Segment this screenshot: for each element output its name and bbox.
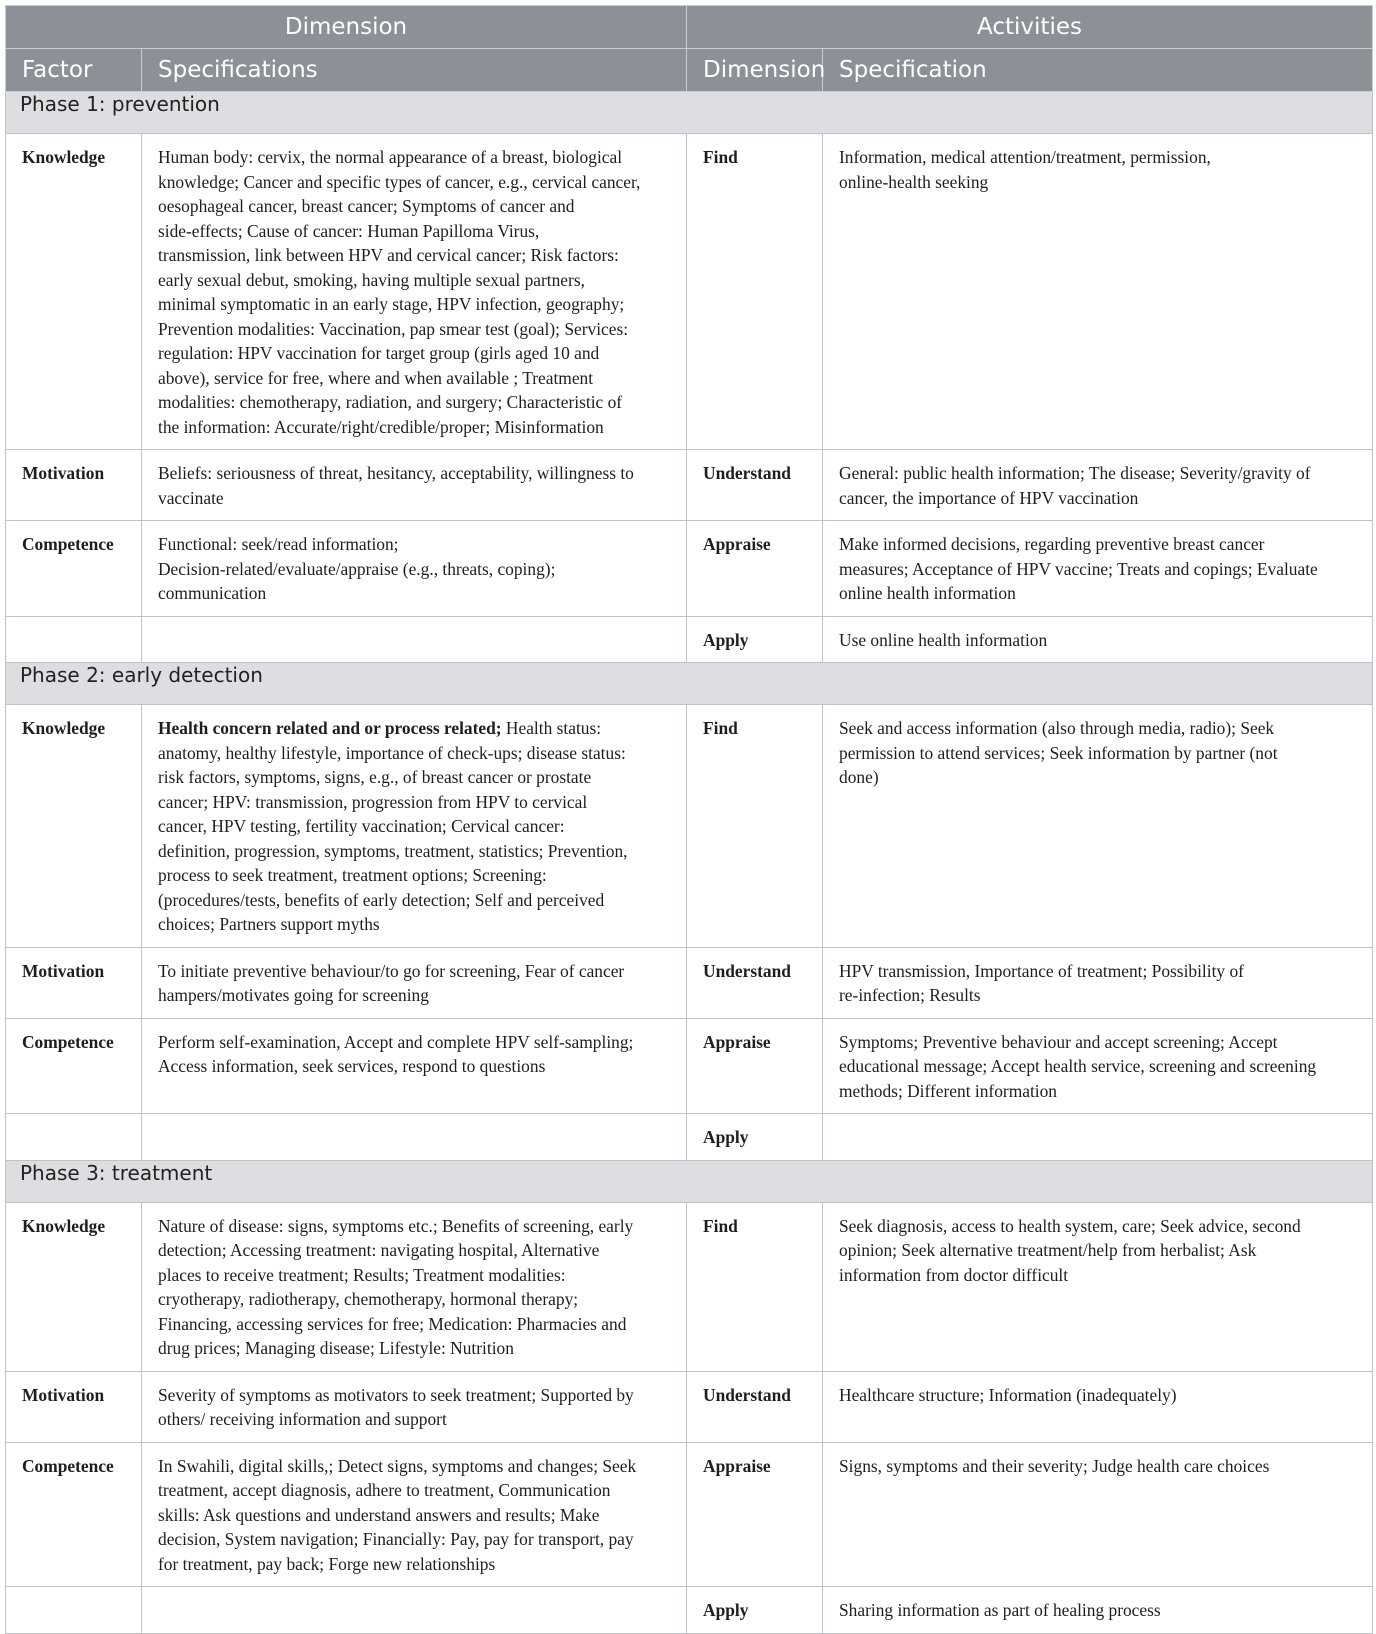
activity-specification-cell [823, 521, 1373, 617]
activity-specification-line: HPV transmission, Importance of treatment; Possibility of [839, 960, 1244, 981]
health-literacy-table-container [5, 5, 1372, 1634]
activity-specification-line: online health information [839, 583, 1016, 603]
activity-specification-line: Healthcare structure; Information (inadequately) [839, 1384, 1177, 1405]
factor-cell: Competence [6, 1442, 142, 1587]
activity-specification-cell [823, 705, 1373, 948]
activity-specification-cell [823, 1587, 1373, 1634]
activity-specification-cell [823, 947, 1373, 1018]
specification-line: transmission, link between HPV and cervical cancer; Risk factors: [158, 245, 619, 265]
header-activities-group: Activities [687, 6, 1373, 49]
factor-cell [6, 616, 142, 663]
activity-dimension-cell: Appraise [687, 521, 823, 617]
specification-line: side-effects; Cause of cancer: Human Papilloma Virus, [158, 220, 540, 241]
activity-specification-line: opinion; Seek alternative treatment/help from herbalist; Ask [839, 1240, 1257, 1260]
phase-row [6, 92, 1373, 134]
specification-line: decision, System navigation; Financially: Pay, pay for transport, pay [158, 1529, 634, 1549]
factor-cell [6, 1114, 142, 1161]
activity-specification-cell [823, 1202, 1373, 1371]
specification-line: definition, progression, symptoms, treatment, statistics; Prevention, [158, 840, 628, 861]
specification-line: In Swahili, digital skills,; Detect signs, symptoms and changes; Seek [158, 1455, 637, 1476]
activity-specification-cell [823, 1442, 1373, 1587]
specification-line: minimal symptomatic in an early stage, HPV infection, geography; [158, 294, 625, 314]
activity-specification-line: done) [839, 767, 879, 787]
activity-dimension-cell: Appraise [687, 1442, 823, 1587]
activity-specification-line: Seek diagnosis, access to health system, care; Seek advice, second [839, 1215, 1301, 1236]
specification-line: cancer, HPV testing, fertility vaccination; Cervical cancer: [158, 816, 565, 836]
table-row [6, 134, 1373, 450]
activity-dimension-cell: Understand [687, 1371, 823, 1442]
activity-specification-line: Signs, symptoms and their severity; Judge health care choices [839, 1455, 1270, 1476]
table-row [6, 705, 1373, 948]
activity-specification-line: Information, medical attention/treatment, permission, [839, 147, 1211, 167]
activity-specification-cell [823, 450, 1373, 521]
factor-cell: Motivation [6, 1371, 142, 1442]
phase-row [6, 1160, 1373, 1202]
specification-line: anatomy, healthy lifestyle, importance of check-ups; disease status: [158, 742, 626, 763]
factor-cell: Competence [6, 521, 142, 617]
header-specifications: Specifications [142, 49, 687, 92]
activity-dimension-cell: Appraise [687, 1018, 823, 1114]
table-row [6, 521, 1373, 617]
specification-cell [142, 616, 687, 663]
specification-line [158, 716, 670, 741]
specification-line: knowledge; Cancer and specific types of cancer, e.g., cervical cancer, [158, 171, 641, 192]
table-body [6, 92, 1373, 1634]
table-row [6, 1114, 1373, 1161]
activity-specification-cell [823, 1371, 1373, 1442]
specification-cell [142, 947, 687, 1018]
specification-cell [142, 1442, 687, 1587]
specification-line: Perform self-examination, Accept and complete HPV self-sampling; [158, 1031, 634, 1052]
specification-cell [142, 1114, 687, 1161]
activity-specification-line: Symptoms; Preventive behaviour and accept screening; Accept [839, 1031, 1278, 1052]
specification-line: skills: Ask questions and understand answers and results; Make [158, 1504, 600, 1525]
specification-cell [142, 134, 687, 450]
specification-line: early sexual debut, smoking, having multiple sexual partners, [158, 269, 585, 290]
specification-line: drug prices; Managing disease; Lifestyle: Nutrition [158, 1338, 514, 1358]
activity-dimension-cell: Find [687, 705, 823, 948]
activity-specification-line: educational message; Accept health service, screening and screening [839, 1056, 1317, 1076]
activity-specification-line: online-health seeking [839, 171, 989, 192]
table-row [6, 1587, 1373, 1634]
specification-line: choices; Partners support myths [158, 914, 380, 934]
specification-cell [142, 1018, 687, 1114]
table-row [6, 1018, 1373, 1114]
activity-specification-line: Sharing information as part of healing process [839, 1600, 1161, 1620]
activity-specification-line: Seek and access information (also through media, radio); Seek [839, 718, 1275, 738]
specification-line: Nature of disease: signs, symptoms etc.; Benefits of screening, early [158, 1215, 634, 1236]
factor-cell: Knowledge [6, 134, 142, 450]
specification-line: Functional: seek/read information; [158, 534, 399, 554]
activity-specification-line: information from doctor difficult [839, 1264, 1069, 1285]
header-factor: Factor [6, 49, 142, 92]
specification-line: risk factors, symptoms, signs, e.g., of breast cancer or prostate [158, 767, 592, 787]
activity-specification-line: Make informed decisions, regarding preventive breast cancer [839, 534, 1265, 554]
specification-line: Decision-related/evaluate/appraise (e.g., threats, coping); [158, 558, 556, 579]
table-row [6, 1371, 1373, 1442]
specification-line-text: Health status: [501, 718, 602, 738]
specification-line: cancer; HPV: transmission, progression from HPV to cervical [158, 791, 588, 812]
specification-cell [142, 1371, 687, 1442]
specification-line: the information: Accurate/right/credible/proper; Misinformation [158, 416, 604, 437]
factor-cell [6, 1587, 142, 1634]
phase-title: Phase 2: early detection [6, 663, 1373, 705]
activity-specification-line: Use online health information [839, 629, 1048, 650]
specification-line: To initiate preventive behaviour/to go for screening, Fear of cancer [158, 960, 625, 981]
factor-cell: Knowledge [6, 1202, 142, 1371]
phase-row [6, 663, 1373, 705]
header-dimension-group: Dimension [6, 6, 687, 49]
health-literacy-table [5, 5, 1373, 1634]
activity-specification-line: General: public health information; The disease; Severity/gravity of [839, 463, 1311, 483]
activity-specification-cell [823, 1018, 1373, 1114]
activity-specification-line: methods; Different information [839, 1080, 1057, 1101]
specification-lead-bold: Health concern related and or process related; [158, 718, 502, 738]
specification-line: above), service for free, where and when available ; Treatment [158, 367, 594, 388]
activity-dimension-cell: Understand [687, 947, 823, 1018]
factor-cell: Knowledge [6, 705, 142, 948]
header-column-row [6, 49, 1373, 92]
specification-cell [142, 521, 687, 617]
specification-line: treatment, accept diagnosis, adhere to treatment, Communication [158, 1480, 611, 1500]
table-row [6, 1202, 1373, 1371]
specification-line: detection; Accessing treatment: navigating hospital, Alternative [158, 1240, 600, 1260]
specification-line: communication [158, 583, 267, 603]
specification-line: regulation: HPV vaccination for target group (girls aged 10 and [158, 343, 600, 363]
activity-specification-cell [823, 1114, 1373, 1161]
specification-line: modalities: chemotherapy, radiation, and surgery; Characteristic of [158, 392, 623, 412]
specification-line: process to seek treatment, treatment options; Screening: [158, 865, 547, 885]
specification-line: vaccinate [158, 487, 224, 508]
specification-line: cryotherapy, radiotherapy, chemotherapy, hormonal therapy; [158, 1289, 579, 1309]
phase-title: Phase 3: treatment [6, 1160, 1373, 1202]
header-dimension: Dimension [687, 49, 823, 92]
header-group-row [6, 6, 1373, 49]
specification-line: Human body: cervix, the normal appearance of a breast, biological [158, 147, 623, 167]
specification-line: others/ receiving information and support [158, 1409, 447, 1429]
activity-dimension-cell: Apply [687, 616, 823, 663]
factor-cell: Competence [6, 1018, 142, 1114]
specification-line: Prevention modalities: Vaccination, pap smear test (goal); Services: [158, 318, 629, 339]
table-row [6, 947, 1373, 1018]
activity-dimension-cell: Apply [687, 1587, 823, 1634]
specification-line: Access information, seek services, respond to questions [158, 1056, 546, 1076]
specification-line: Severity of symptoms as motivators to seek treatment; Supported by [158, 1384, 634, 1405]
specification-cell [142, 1202, 687, 1371]
activity-specification-line: re-infection; Results [839, 985, 981, 1005]
activity-specification-line: permission to attend services; Seek information by partner (not [839, 742, 1278, 763]
table-row [6, 450, 1373, 521]
header-specification: Specification [823, 49, 1373, 92]
specification-line: places to receive treatment; Results; Treatment modalities: [158, 1264, 566, 1285]
activity-dimension-cell: Apply [687, 1114, 823, 1161]
activity-specification-line: measures; Acceptance of HPV vaccine; Treats and copings; Evaluate [839, 558, 1318, 579]
table-row [6, 1442, 1373, 1587]
specification-cell [142, 450, 687, 521]
specification-line: (procedures/tests, benefits of early detection; Self and perceived [158, 889, 605, 910]
specification-line: hampers/motivates going for screening [158, 985, 429, 1005]
specification-line: oesophageal cancer, breast cancer; Symptoms of cancer and [158, 196, 575, 216]
specification-line: Financing, accessing services for free; Medication: Pharmacies and [158, 1313, 627, 1334]
activity-dimension-cell: Find [687, 1202, 823, 1371]
specification-line: Beliefs: seriousness of threat, hesitancy, acceptability, willingness to [158, 463, 634, 483]
specification-line: for treatment, pay back; Forge new relationships [158, 1553, 496, 1574]
phase-title: Phase 1: prevention [6, 92, 1373, 134]
activity-specification-cell [823, 134, 1373, 450]
specification-cell [142, 705, 687, 948]
table-row [6, 616, 1373, 663]
activity-specification-cell [823, 616, 1373, 663]
activity-specification-line: cancer, the importance of HPV vaccination [839, 487, 1139, 508]
activity-dimension-cell: Find [687, 134, 823, 450]
factor-cell: Motivation [6, 947, 142, 1018]
specification-cell [142, 1587, 687, 1634]
activity-dimension-cell: Understand [687, 450, 823, 521]
factor-cell: Motivation [6, 450, 142, 521]
